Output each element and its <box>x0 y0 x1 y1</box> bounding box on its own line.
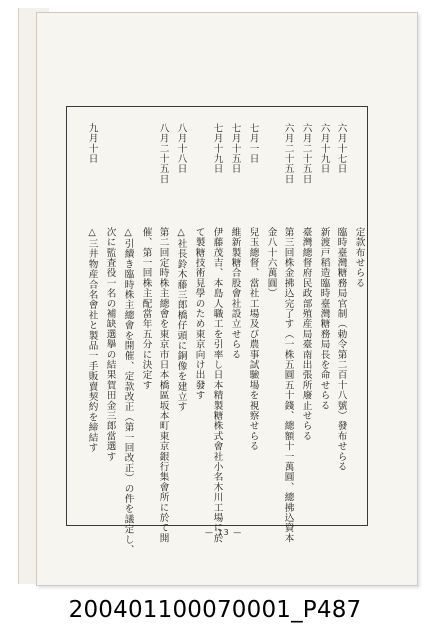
entry-date: 九月十日 <box>86 123 98 164</box>
entry-date: 六月二十五日 <box>300 123 312 185</box>
entry-date: 六月二十五日 <box>282 123 294 185</box>
entry-date: 六月十七日 <box>335 123 347 174</box>
entry-date: 七月一日 <box>247 123 259 164</box>
entry-date: 七月十五日 <box>229 123 241 174</box>
entry-text: 次に監査役一名の補缺選擧の結果賀田金三郎當選す <box>104 227 116 462</box>
entry-text: 臺灣總督府民政部殖産局臺南出張所廢止せらる <box>300 227 312 442</box>
entry-text: 金八十六萬圓） <box>265 227 277 299</box>
entry-text: 維新製糖合股會社設立せらる <box>229 227 241 360</box>
entry-text: 兒玉總督、當社工場及び農事試驗場を視察せらる <box>247 227 259 452</box>
entry-text: 第二回定時株主總會を東京市日本橋區坂本町東京銀行集會所に於て開 <box>157 227 169 544</box>
entry-date: 八月十八日 <box>175 123 187 174</box>
entry-text: 伊藤茂吉、本島人職工を引率し日本精製糖株式會社小名木川工場に於 <box>211 227 223 544</box>
entry-text: △三井物産合名會社と製品一手販賣契約を締結す <box>86 227 98 453</box>
entry-date: 七月十九日 <box>211 123 223 174</box>
entry-text: 催、第一回株主配當年五分に決定す <box>140 227 152 391</box>
entry-text: 新渡戸稻造臨時臺灣糖務局長を命せらる <box>318 227 330 411</box>
image-caption: 200401100070001_P487 <box>68 597 362 623</box>
entry-text: △社長鈴木藤三郎橋仔頭に銅像を建立す <box>175 227 187 412</box>
entry-text: 定款布せらる <box>353 227 365 289</box>
entry-text: 第三回株金拂込完了す（一株五圓五十錢、總額十一萬圓、總拂込資本 <box>282 227 294 544</box>
entry-text: 臨時臺灣糖務局官制（勅令第二百十八號）發布せらる <box>335 227 347 472</box>
entry-text: △引續き臨時株主總會を開催、定款改正（第一回改正）の件を議定し、 <box>122 227 134 555</box>
entry-date: 八月二十五日 <box>157 123 169 185</box>
entry-text: て製糖技術見學のため東京向け出發す <box>193 227 205 401</box>
entry-date: 六月十九日 <box>318 123 330 174</box>
page-number: — 13 — <box>205 528 243 537</box>
